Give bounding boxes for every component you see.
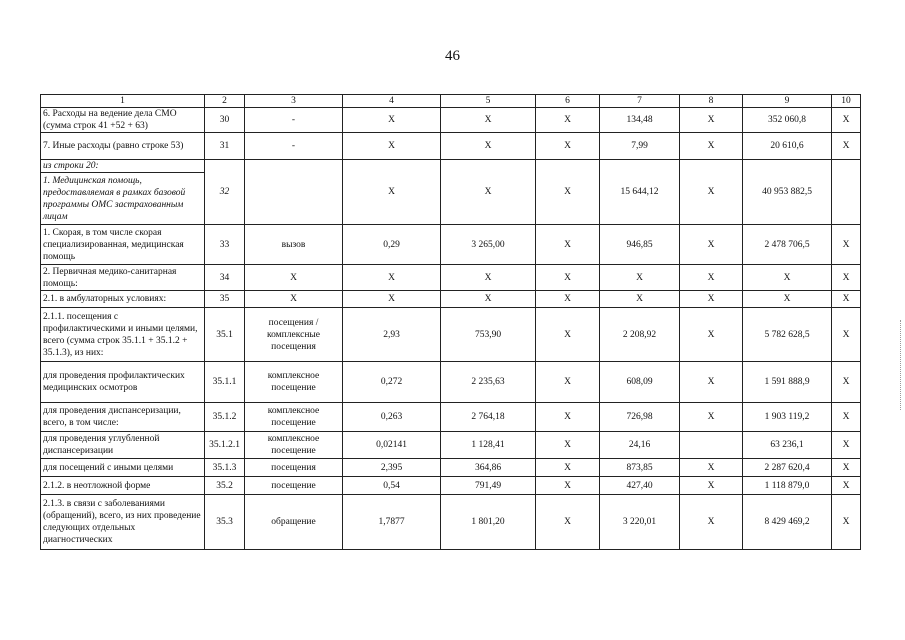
cell: 24,16 <box>600 432 680 459</box>
table-row <box>41 225 861 265</box>
col-header: 5 <box>441 95 536 108</box>
col-header: 4 <box>343 95 441 108</box>
cell: Х <box>600 265 680 291</box>
cell: Х <box>680 160 743 225</box>
cell: Х <box>600 291 680 308</box>
row-name: для проведения профилактических медицинских осмотров <box>41 362 205 403</box>
cell: Х <box>680 225 743 265</box>
cell: Х <box>536 459 600 477</box>
row-code: 31 <box>205 133 245 160</box>
table-row <box>41 308 861 362</box>
cell: 364,86 <box>441 459 536 477</box>
table-row <box>41 133 861 160</box>
cell: Х <box>832 477 861 495</box>
cell: 2 764,18 <box>441 403 536 432</box>
cell: Х <box>680 108 743 133</box>
row-name: 6. Расходы на ведение дела СМО (сумма строк 41 +52 + 63) <box>41 108 205 133</box>
row-code: 35 <box>205 291 245 308</box>
row-unit <box>245 160 343 225</box>
table-row <box>41 459 861 477</box>
cell: Х <box>536 308 600 362</box>
cell: Х <box>832 403 861 432</box>
row-code: 35.1.1 <box>205 362 245 403</box>
row-unit: - <box>245 133 343 160</box>
cell: Х <box>441 291 536 308</box>
cell: 0,54 <box>343 477 441 495</box>
cell: 0,272 <box>343 362 441 403</box>
row-name: 2.1.2. в неотложной форме <box>41 477 205 495</box>
row-unit: Х <box>245 265 343 291</box>
row-name: из строки 20: <box>41 160 205 173</box>
cell: Х <box>680 265 743 291</box>
cell: Х <box>832 432 861 459</box>
cell: Х <box>680 362 743 403</box>
row-name: 1. Скорая, в том числе скорая специализированная, медицинская помощь <box>41 225 205 265</box>
cell: 753,90 <box>441 308 536 362</box>
row-unit: обращение <box>245 495 343 550</box>
cell: 20 610,6 <box>743 133 832 160</box>
cell: 40 953 882,5 <box>743 160 832 225</box>
row-unit: - <box>245 108 343 133</box>
row-name: 2. Первичная медико-санитарная помощь: <box>41 265 205 291</box>
cell: Х <box>832 459 861 477</box>
row-unit: комплексное посещение <box>245 362 343 403</box>
row-name: 2.1.1. посещения с профилактическими и иными целями, всего (сумма строк 35.1.1 + 35.1.2 + 35.1.3), из них: <box>41 308 205 362</box>
cell: 946,85 <box>600 225 680 265</box>
cell: 1,7877 <box>343 495 441 550</box>
cell <box>832 160 861 225</box>
cell: 352 060,8 <box>743 108 832 133</box>
cell: Х <box>536 291 600 308</box>
table-row <box>41 432 861 459</box>
cell: Х <box>536 403 600 432</box>
cell: 134,48 <box>600 108 680 133</box>
cell: 2 235,63 <box>441 362 536 403</box>
cell: Х <box>680 291 743 308</box>
cell: Х <box>832 308 861 362</box>
row-unit: посещения / комплексные посещения <box>245 308 343 362</box>
cell: Х <box>832 225 861 265</box>
row-name: для проведения диспансеризации, всего, в том числе: <box>41 403 205 432</box>
row-name: для посещений с иными целями <box>41 459 205 477</box>
row-name: 7. Иные расходы (равно строке 53) <box>41 133 205 160</box>
col-header: 7 <box>600 95 680 108</box>
cell: 2 208,92 <box>600 308 680 362</box>
cell: 3 220,01 <box>600 495 680 550</box>
row-code: 35.1.3 <box>205 459 245 477</box>
cell: 15 644,12 <box>600 160 680 225</box>
cell: Х <box>680 459 743 477</box>
cell: Х <box>536 160 600 225</box>
cell: Х <box>832 291 861 308</box>
cell: 608,09 <box>600 362 680 403</box>
cell: 1 801,20 <box>441 495 536 550</box>
cell: 2,93 <box>343 308 441 362</box>
cell <box>680 432 743 459</box>
cell: Х <box>343 160 441 225</box>
table-row <box>41 495 861 550</box>
table-row <box>41 291 861 308</box>
cell: 726,98 <box>600 403 680 432</box>
col-header: 10 <box>832 95 861 108</box>
col-header: 3 <box>245 95 343 108</box>
row-name: 1. Медицинская помощь, предоставляемая в рамках базовой программы ОМС застрахованным лицам <box>41 173 205 225</box>
row-code: 32 <box>205 160 245 225</box>
row-unit: посещения <box>245 459 343 477</box>
cell: Х <box>832 265 861 291</box>
cell: 1 903 119,2 <box>743 403 832 432</box>
cell: Х <box>343 108 441 133</box>
cell: 1 118 879,0 <box>743 477 832 495</box>
cell: 1 591 888,9 <box>743 362 832 403</box>
cell: Х <box>536 495 600 550</box>
cell: Х <box>536 265 600 291</box>
row-code: 35.1.2.1 <box>205 432 245 459</box>
cell: 3 265,00 <box>441 225 536 265</box>
cell: Х <box>441 108 536 133</box>
cell: Х <box>680 477 743 495</box>
table-row <box>41 403 861 432</box>
scan-margin-mark <box>900 320 902 410</box>
cell: Х <box>832 108 861 133</box>
row-code: 35.2 <box>205 477 245 495</box>
cell: Х <box>536 108 600 133</box>
cell: Х <box>536 477 600 495</box>
cell: 7,99 <box>600 133 680 160</box>
row-unit: вызов <box>245 225 343 265</box>
row-code: 33 <box>205 225 245 265</box>
row-unit: комплексное посещение <box>245 432 343 459</box>
cell: Х <box>441 160 536 225</box>
cell: Х <box>832 495 861 550</box>
cell: Х <box>441 265 536 291</box>
col-header: 9 <box>743 95 832 108</box>
cell: 2,395 <box>343 459 441 477</box>
table-row <box>41 108 861 133</box>
cell: Х <box>832 133 861 160</box>
cell: 873,85 <box>600 459 680 477</box>
cell: Х <box>536 225 600 265</box>
page-number: 46 <box>445 48 460 64</box>
cell: Х <box>343 265 441 291</box>
cell: Х <box>343 133 441 160</box>
cell: Х <box>680 403 743 432</box>
row-code: 30 <box>205 108 245 133</box>
cell: Х <box>680 133 743 160</box>
cell: Х <box>680 495 743 550</box>
cell: 63 236,1 <box>743 432 832 459</box>
col-header: 8 <box>680 95 743 108</box>
cell: 2 478 706,5 <box>743 225 832 265</box>
row-code: 35.1.2 <box>205 403 245 432</box>
cell: 0,02141 <box>343 432 441 459</box>
row-name: для проведения углубленной диспансеризации <box>41 432 205 459</box>
cell: 2 287 620,4 <box>743 459 832 477</box>
cell: Х <box>743 265 832 291</box>
col-header: 6 <box>536 95 600 108</box>
row-unit: Х <box>245 291 343 308</box>
cell: 1 128,41 <box>441 432 536 459</box>
row-name: 2.1. в амбулаторных условиях: <box>41 291 205 308</box>
cell: 8 429 469,2 <box>743 495 832 550</box>
cell: 791,49 <box>441 477 536 495</box>
cell: Х <box>832 362 861 403</box>
row-code: 34 <box>205 265 245 291</box>
column-number-row <box>41 95 861 108</box>
cell: Х <box>680 308 743 362</box>
row-unit: комплексное посещение <box>245 403 343 432</box>
col-header: 2 <box>205 95 245 108</box>
table-row <box>41 477 861 495</box>
row-code: 35.1 <box>205 308 245 362</box>
cell: 5 782 628,5 <box>743 308 832 362</box>
cell: Х <box>441 133 536 160</box>
table-row <box>41 160 861 173</box>
row-name: 2.1.3. в связи с заболеваниями (обращений), всего, из них проведение следующих отдельных диагностических <box>41 495 205 550</box>
cell: Х <box>743 291 832 308</box>
row-unit: посещение <box>245 477 343 495</box>
cell: 0,263 <box>343 403 441 432</box>
cell: Х <box>536 362 600 403</box>
cell: 427,40 <box>600 477 680 495</box>
tariff-table <box>40 94 861 550</box>
col-header: 1 <box>41 95 205 108</box>
cell: Х <box>536 133 600 160</box>
table-row <box>41 265 861 291</box>
row-code: 35.3 <box>205 495 245 550</box>
cell: 0,29 <box>343 225 441 265</box>
table-row <box>41 362 861 403</box>
cell: Х <box>536 432 600 459</box>
cell: Х <box>343 291 441 308</box>
